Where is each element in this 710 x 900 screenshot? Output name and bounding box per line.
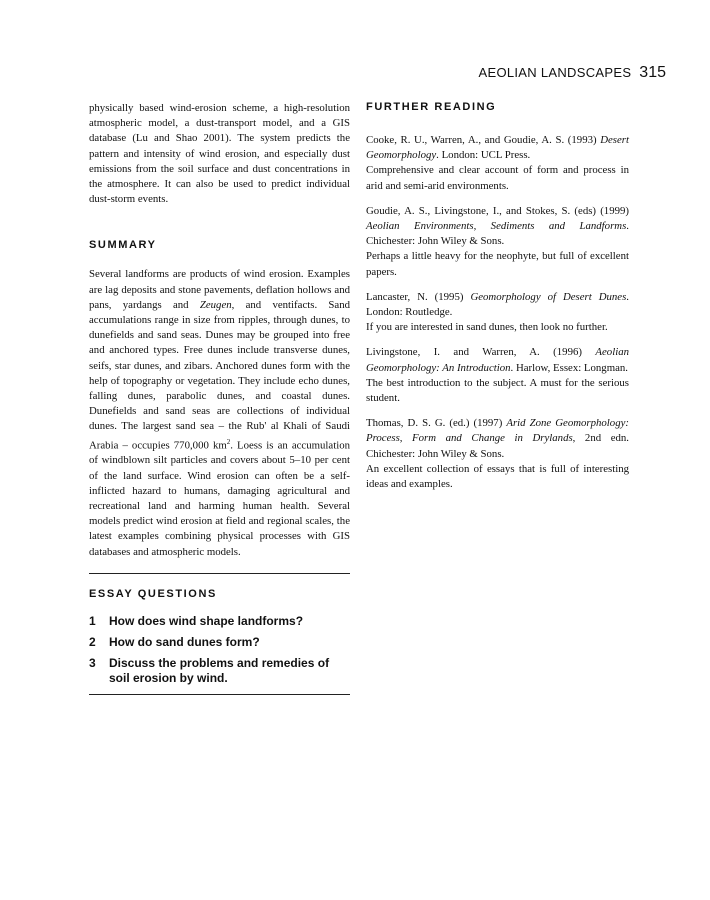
- reference-entry: [366, 416, 629, 492]
- citation-authors: Lancaster, N. (1995): [366, 290, 471, 303]
- intro-paragraph: physically based wind-erosion scheme, a high-resolution atmospheric model, a dust-transport model, and a GIS database (Lu and Shao 2001). The system predicts the pattern and intensity of wind erosion, and especially dust emissions from the soil surface and dust concentrations in the atmosphere. It can also be used to predict individual dust-storm events.: [89, 102, 350, 206]
- citation-publisher: . Harlow, Essex: Longman.: [510, 361, 628, 374]
- running-head: [479, 64, 667, 82]
- reference-annotation: The best introduction to the subject. A must for the serious student.: [366, 376, 629, 405]
- reference-citation: [366, 290, 629, 320]
- summary-text-part: , and ventifacts. Sand accumulations range in size from ripples, through dunes, to dunefields and sand seas. Dunes may be grouped into free and anchored types. Free dunes include transverse dunes, seifs, star dunes, and zibars. Anchored dunes form with the help of topography or vegetation. They include echo dunes, falling dunes, parabolic dunes, and coastal dunes. Dunefields and sand seas are collections of individual dunes. The largest sand sea – the Rub' al Khali of Saudi Arabia – occupies 770,000 km: [89, 298, 351, 452]
- further-reading-list: [366, 133, 629, 492]
- essay-question-number: 1: [89, 613, 96, 628]
- citation-title: Aeolian Geomorphology: An Introduction: [366, 346, 629, 374]
- citation-title: Aeolian Environments, Sediments and Landforms: [366, 220, 627, 233]
- reference-citation: [366, 416, 629, 462]
- reference-annotation: If you are interested in sand dunes, then look no further.: [366, 321, 608, 334]
- essay-question-text: How does wind shape landforms?: [109, 613, 304, 628]
- essay-question-number: 3: [89, 655, 96, 670]
- citation-authors: Cooke, R. U., Warren, A., and Goudie, A. S. (1993): [366, 134, 601, 146]
- reference-entry: [366, 204, 629, 280]
- summary-text-part: Several landforms are products of wind erosion. Examples are lag deposits and stone pavements, deflation hollows and pans, yardangs and: [89, 268, 350, 311]
- reference-annotation: Perhaps a little heavy for the neophyte, but full of excellent papers.: [366, 250, 629, 278]
- essay-question-text: How do sand dunes form?: [109, 634, 260, 649]
- citation-authors: Thomas, D. S. G. (ed.) (1997): [366, 417, 507, 430]
- citation-publisher: . Chichester: John Wiley & Sons.: [366, 220, 629, 248]
- essay-questions-list: [89, 614, 350, 686]
- running-head-title: AEOLIAN LANDSCAPES: [478, 65, 632, 80]
- citation-title: Desert Geomorphology: [366, 134, 629, 162]
- reference-citation: [366, 204, 629, 250]
- summary-text-part: . Loess is an accumulation of windblown silt particles and covers about 5–10 per cent of the land surface. Wind erosion can often be a self-inflicted hazard to humans, damaging agricultural and recreational land and harming human health. Several models predict wind erosion at field and regional scales, the latest examples combining physical processes with GIS databases and atmospheric models.: [89, 439, 350, 558]
- essay-question-text: Discuss the problems and remedies of soil erosion by wind.: [109, 655, 330, 685]
- section-divider: [89, 573, 350, 574]
- citation-authors: Goudie, A. S., Livingstone, I., and Stokes, S. (eds) (1999): [366, 204, 629, 217]
- summary-paragraph: [89, 267, 350, 559]
- essay-question-item: [89, 614, 350, 629]
- citation-authors: Livingstone, I. and Warren, A. (1996): [366, 346, 596, 359]
- essay-question-item: [89, 656, 350, 686]
- section-divider: [89, 694, 350, 695]
- citation-publisher: , 2nd edn. Chichester: John Wiley & Sons.: [366, 432, 629, 460]
- summary-heading: SUMMARY: [89, 239, 157, 252]
- summary-italic-term: Zeugen: [199, 298, 232, 311]
- citation-title: Arid Zone Geomorphology: Process, Form and Change in Drylands: [366, 417, 629, 445]
- left-column: [89, 101, 350, 695]
- citation-publisher: . London: UCL Press.: [436, 149, 531, 162]
- essay-question-number: 2: [89, 634, 96, 649]
- right-column: [366, 101, 629, 502]
- summary-superscript: 2: [226, 437, 231, 446]
- citation-publisher: . London: Routledge.: [366, 290, 629, 319]
- essay-question-item: [89, 635, 350, 650]
- citation-title: Geomorphology of Desert Dunes: [470, 290, 627, 303]
- reference-entry: [366, 133, 629, 194]
- essay-questions-heading: ESSAY QUESTIONS: [89, 587, 217, 600]
- reference-citation: [366, 345, 629, 375]
- reference-annotation: An excellent collection of essays that is full of interesting ideas and examples.: [366, 462, 629, 491]
- page-number: 315: [639, 64, 666, 81]
- reference-entry: [366, 345, 629, 406]
- reference-entry: [366, 290, 629, 336]
- further-reading-heading: FURTHER READING: [366, 101, 497, 113]
- reference-annotation: Comprehensive and clear account of form and process in arid and semi-arid environments.: [366, 164, 629, 192]
- reference-citation: [366, 133, 629, 163]
